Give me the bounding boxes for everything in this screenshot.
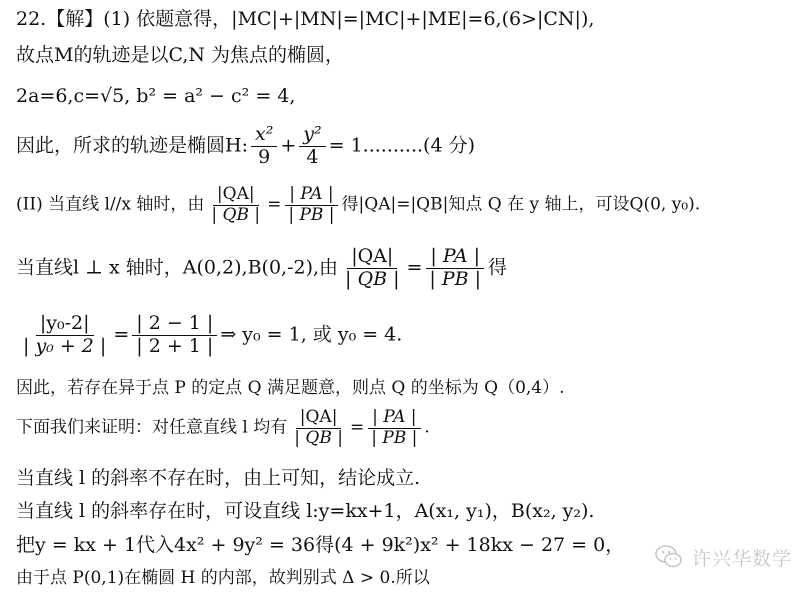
watermark-text: 许兴华数学 — [691, 547, 792, 570]
fraction-denominator: | y₀ + 2 | — [23, 334, 107, 357]
line-11: 当直线 l 的斜率存在时，可设直线 l:y=kx+1，A(x₁, y₁)，B(x₂, y₂). — [16, 500, 595, 522]
fraction-denominator: | QB | — [345, 267, 400, 290]
fraction-denominator: | QB | — [294, 427, 343, 448]
line-7-tail: ⇒ y₀ = 1, 或 y₀ = 4. — [220, 323, 403, 346]
line-6 — [16, 246, 507, 291]
line-1: 22.【解】(1) 依题意得，|MC|+|MN|=|MC|+|ME|=6,(6>|CN|), — [16, 8, 595, 30]
fraction-denominator: 9 — [258, 145, 271, 168]
fraction-qa-qb — [290, 408, 347, 448]
line-13: 由于点 P(0,1)在椭圆 H 的内部，故判别式 Δ > 0.所以 — [16, 568, 430, 588]
plus-sign: + — [280, 134, 297, 157]
fraction-numerator: | PA | — [285, 185, 337, 206]
line-10: 当直线 l 的斜率不存在时，由上可知，结论成立. — [16, 467, 421, 489]
line-5 — [16, 185, 700, 225]
fraction-qa-qb — [341, 246, 403, 291]
line-5-tail: 得|QA|=|QB|知点 Q 在 y 轴上，可设Q(0, y₀). — [341, 194, 701, 215]
line-4 — [16, 124, 475, 169]
line-4-tail: = 1..........(4 分) — [328, 134, 476, 157]
line-12: 把y = kx + 1代入4x² + 9y² = 36得(4 + 9k²)x² + 18kx − 27 = 0， — [16, 534, 625, 556]
fraction-numerator: |y₀-2| — [36, 313, 94, 336]
equals-sign: = — [113, 323, 130, 346]
fraction-denominator: | PB | — [371, 427, 418, 448]
line-6-text: 当直线l ⊥ x 轴时，A(0,2),B(0,-2),由 — [16, 256, 339, 279]
fraction-pa-pb — [425, 246, 485, 291]
fraction-denominator: | PB | — [429, 267, 482, 290]
fraction-numerator: | PA | — [426, 246, 484, 269]
fraction-denominator: 4 — [306, 145, 319, 168]
fraction-denominator: | QB | — [211, 204, 261, 225]
fraction-numerator: x² — [251, 124, 277, 147]
fraction-x2-over-9 — [251, 124, 277, 169]
equals-sign: = — [349, 417, 365, 438]
fraction-y0 — [19, 313, 110, 358]
line-9 — [16, 408, 430, 448]
line-2: 故点M的轨迹是以C,N 为焦点的椭圆， — [16, 44, 345, 66]
fraction-numerator: |QA| — [213, 185, 259, 206]
fraction-numerator: |QA| — [296, 408, 342, 429]
fraction-pa-pb — [367, 408, 421, 448]
line-4-text: 因此，所求的轨迹是椭圆H: — [16, 134, 248, 157]
line-7 — [16, 313, 402, 358]
fraction-numeric — [132, 313, 217, 358]
line-8: 因此，若存在异于点 P 的定点 Q 满足题意，则点 Q 的坐标为 Q（0,4）. — [16, 378, 565, 398]
fraction-y2-over-4 — [299, 124, 325, 169]
watermark — [654, 542, 792, 572]
fraction-numerator: | PA | — [368, 408, 420, 429]
fraction-numerator: | 2 − 1 | — [132, 313, 217, 336]
fraction-numerator: |QA| — [347, 246, 397, 269]
equals-sign: = — [267, 194, 282, 215]
line-5-text: (II) 当直线 l//x 轴时，由 — [16, 194, 205, 215]
line-9-tail: . — [424, 417, 430, 438]
fraction-numerator: y² — [299, 124, 325, 147]
line-6-tail: 得 — [488, 256, 508, 279]
wechat-logo-icon — [654, 542, 684, 572]
fraction-qa-qb — [207, 185, 264, 225]
equals-sign: = — [406, 256, 423, 279]
line-3: 2a=6,c=√5, b² = a² − c² = 4, — [16, 85, 296, 107]
fraction-denominator: | 2 + 1 | — [136, 334, 214, 357]
line-9-text: 下面我们来证明：对任意直线 l 均有 — [16, 417, 288, 438]
fraction-denominator: | PB | — [288, 204, 335, 225]
fraction-pa-pb — [284, 185, 338, 225]
